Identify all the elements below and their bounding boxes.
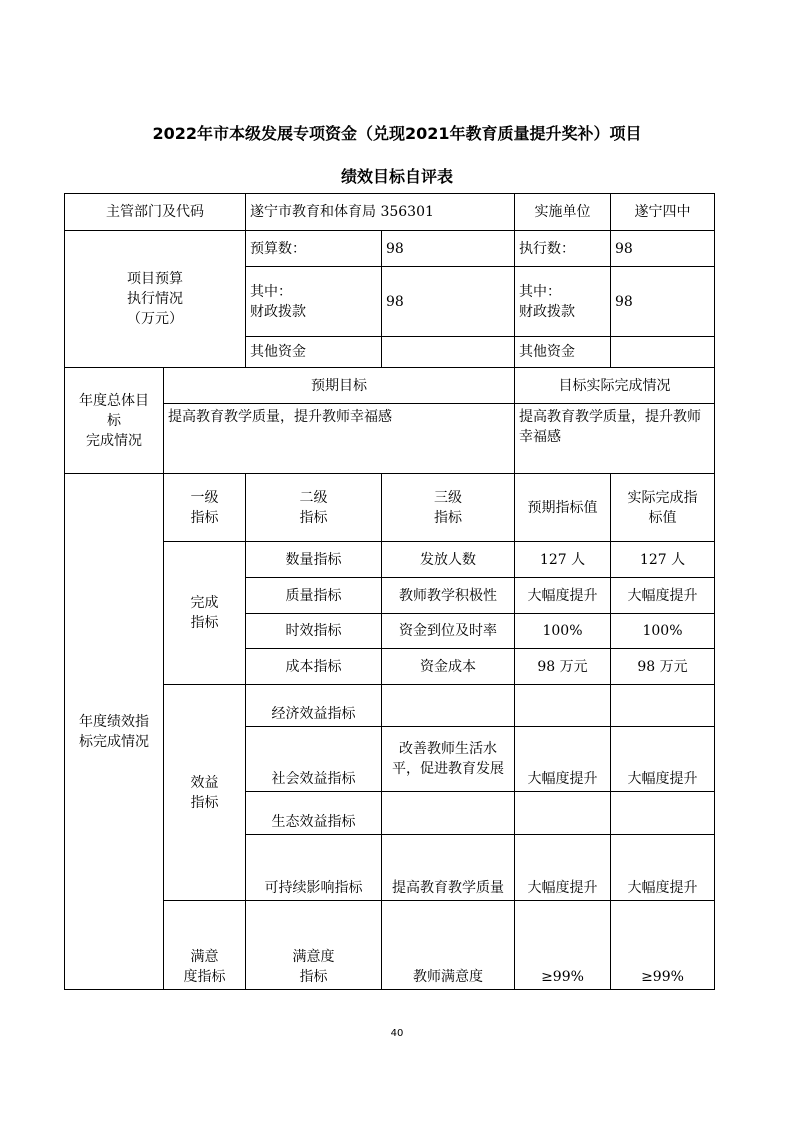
impl-value: 遂宁四中 (611, 194, 715, 231)
indicator-l3: 改善教师生活水平，促进教育发展 (382, 727, 515, 792)
indicator-actual: 大幅度提升 (611, 578, 715, 614)
indicator-expected (515, 792, 611, 835)
other-exec-label: 其他资金 (515, 337, 611, 368)
indicator-expected: 127 人 (515, 542, 611, 578)
indicator-l3: 教师满意度 (382, 901, 515, 990)
perf-label: 年度绩效指 标完成情况 (65, 474, 164, 990)
budget-amount-label: 预算数： (246, 231, 382, 267)
indicator-l2: 社会效益指标 (246, 727, 382, 792)
budget-label: 项目预算 执行情况 （万元） (65, 231, 246, 368)
table-row (65, 474, 715, 542)
other-exec-value (611, 337, 715, 368)
self-evaluation-table (64, 193, 715, 990)
header-level1: 一级 指标 (164, 474, 246, 542)
actual-goal-text: 提高教育教学质量，提升教师幸福感 (515, 404, 715, 474)
indicator-l3 (382, 685, 515, 727)
page-number: 40 (390, 1028, 404, 1039)
exec-amount-label: 执行数： (515, 231, 611, 267)
indicator-l2: 质量指标 (246, 578, 382, 614)
budget-amount-value: 98 (382, 231, 515, 267)
indicator-l2: 经济效益指标 (246, 685, 382, 727)
expected-goal-text: 提高教育教学质量，提升教师幸福感 (164, 404, 515, 474)
indicator-l3: 资金到位及时率 (382, 614, 515, 649)
indicator-actual: 98 万元 (611, 649, 715, 685)
indicator-actual: ≥99% (611, 901, 715, 990)
table-row (65, 231, 715, 267)
other-budget-label: 其他资金 (246, 337, 382, 368)
satisfaction-label: 满意 度指标 (164, 901, 246, 990)
indicator-expected: 大幅度提升 (515, 835, 611, 901)
indicator-l3: 提高教育教学质量 (382, 835, 515, 901)
indicator-expected: ≥99% (515, 901, 611, 990)
fiscal-budget-value: 98 (382, 267, 515, 337)
fiscal-budget-label: 其中： 财政拨款 (246, 267, 382, 337)
indicator-expected: 98 万元 (515, 649, 611, 685)
table-row (65, 368, 715, 404)
dept-label: 主管部门及代码 (65, 194, 246, 231)
indicator-l2: 可持续影响指标 (246, 835, 382, 901)
indicator-l3: 教师教学积极性 (382, 578, 515, 614)
page-subtitle: 绩效目标自评表 (340, 167, 453, 186)
indicator-actual: 大幅度提升 (611, 727, 715, 792)
indicator-expected (515, 685, 611, 727)
table-row (65, 194, 715, 231)
header-actual: 实际完成指 标值 (611, 474, 715, 542)
indicator-actual (611, 685, 715, 727)
indicator-l3: 发放人数 (382, 542, 515, 578)
indicator-l2: 生态效益指标 (246, 792, 382, 835)
expected-goal-header: 预期目标 (164, 368, 515, 404)
page-title: 2022年市本级发展专项资金（兑现2021年教育质量提升奖补）项目 (152, 124, 642, 143)
indicator-actual: 100% (611, 614, 715, 649)
actual-goal-header: 目标实际完成情况 (515, 368, 715, 404)
indicator-actual (611, 792, 715, 835)
fiscal-exec-label: 其中： 财政拨款 (515, 267, 611, 337)
indicator-l2: 满意度 指标 (246, 901, 382, 990)
exec-amount-value: 98 (611, 231, 715, 267)
impl-label: 实施单位 (515, 194, 611, 231)
indicator-l3 (382, 792, 515, 835)
dept-value: 遂宁市教育和体育局 356301 (246, 194, 515, 231)
benefit-label: 效益 指标 (164, 685, 246, 901)
completion-label: 完成 指标 (164, 542, 246, 685)
indicator-actual: 127 人 (611, 542, 715, 578)
indicator-actual: 大幅度提升 (611, 835, 715, 901)
indicator-l2: 时效指标 (246, 614, 382, 649)
indicator-l2: 数量指标 (246, 542, 382, 578)
header-level3: 三级 指标 (382, 474, 515, 542)
annual-goal-label: 年度总体目 标 完成情况 (65, 368, 164, 474)
indicator-l2: 成本指标 (246, 649, 382, 685)
fiscal-exec-value: 98 (611, 267, 715, 337)
other-budget-value (382, 337, 515, 368)
indicator-l3: 资金成本 (382, 649, 515, 685)
indicator-expected: 100% (515, 614, 611, 649)
indicator-expected: 大幅度提升 (515, 727, 611, 792)
header-level2: 二级 指标 (246, 474, 382, 542)
indicator-expected: 大幅度提升 (515, 578, 611, 614)
header-expected: 预期指标值 (515, 474, 611, 542)
